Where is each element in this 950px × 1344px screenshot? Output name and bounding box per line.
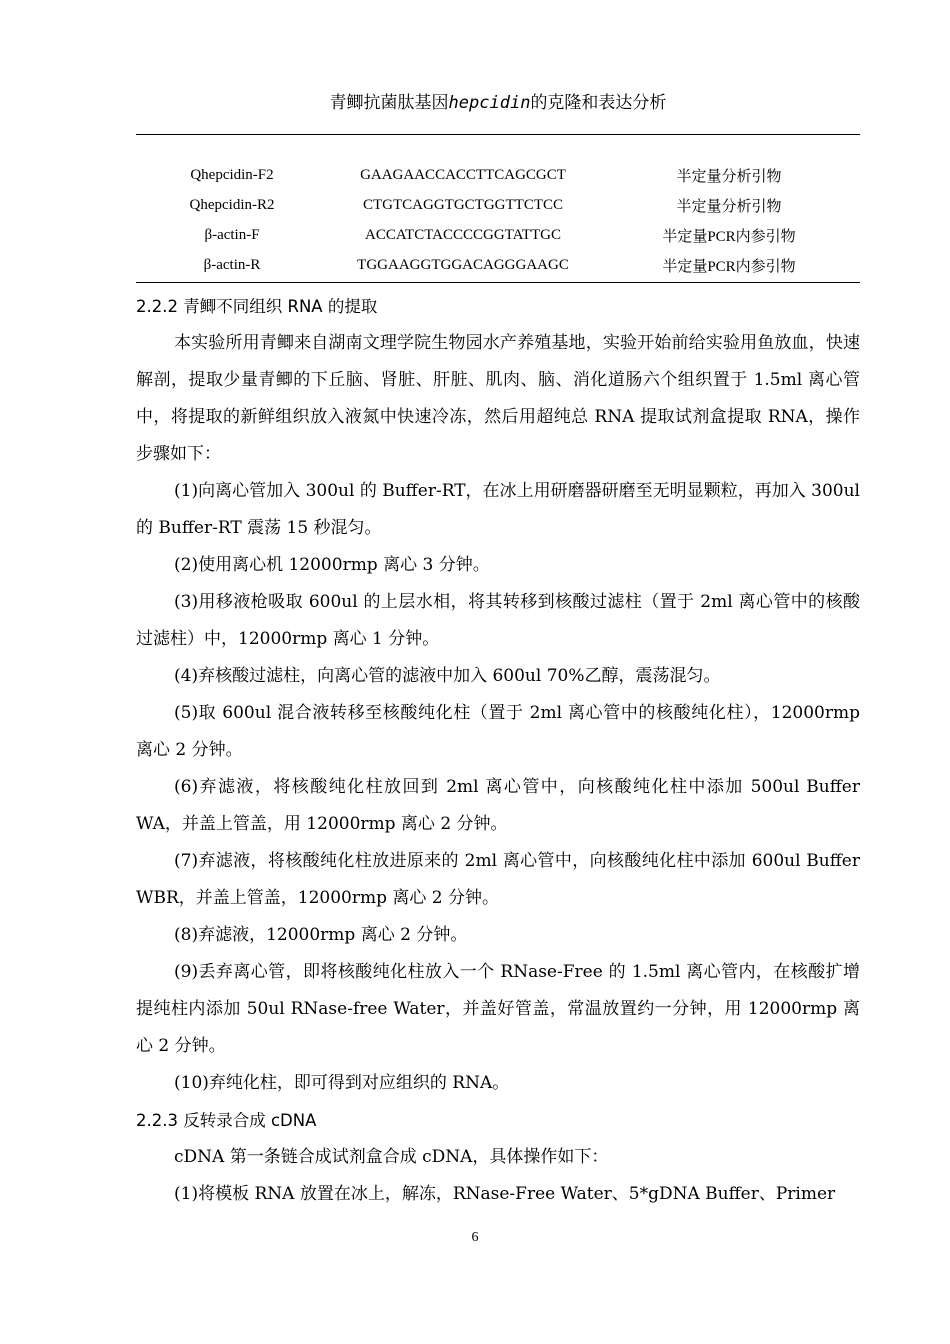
primer-sequence: TGGAAGGTGGACAGGGAAGC xyxy=(357,256,569,273)
primer-sequence: ACCATCTACCCCGGTATTGC xyxy=(365,226,561,243)
header-title-part1: 青鲫抗菌肽基因 xyxy=(329,93,449,113)
step-paragraph: (10)弃纯化柱，即可得到对应组织的 RNA。 xyxy=(174,1073,510,1093)
primer-table xyxy=(136,160,860,280)
table-row xyxy=(136,220,860,250)
primer-use: 半定量PCR内参引物 xyxy=(662,258,796,275)
step-paragraph: (8)弃滤液，12000rmp 离心 2 分钟。 xyxy=(174,925,468,945)
step-paragraph: (2)使用离心机 12000rmp 离心 3 分钟。 xyxy=(174,555,490,575)
page-number: 6 xyxy=(471,1230,479,1245)
table-row xyxy=(136,190,860,220)
cdna-step-paragraph: (1)将模板 RNA 放置在冰上，解冻，RNase-Free Water、5*gDNA Buffer、Primer xyxy=(174,1184,836,1204)
primer-use: 半定量分析引物 xyxy=(676,168,782,185)
header-title-part2: 的克隆和表达分析 xyxy=(530,93,667,113)
step-paragraph: (6)弃滤液，将核酸纯化柱放回到 2ml 离心管中，向核酸纯化柱中添加 500ul Buffer WA，并盖上管盖，用 12000rmp 离心 2 分钟。 xyxy=(136,777,860,834)
step-paragraph: (7)弃滤液，将核酸纯化柱放进原来的 2ml 离心管中，向核酸纯化柱中添加 600ul Buffer WBR，并盖上管盖，12000rmp 离心 2 分钟。 xyxy=(136,851,860,908)
primer-name: β-actin-R xyxy=(203,256,261,273)
cdna-intro-paragraph: cDNA 第一条链合成试剂盒合成 cDNA，具体操作如下： xyxy=(174,1147,609,1167)
running-header xyxy=(136,90,860,116)
primer-sequence: CTGTCAGGTGCTGGTTCTCC xyxy=(363,196,563,213)
step-paragraph: (4)弃核酸过滤柱，向离心管的滤液中加入 600ul 70%乙醇，震荡混匀。 xyxy=(174,666,721,686)
table-row xyxy=(136,250,860,280)
header-rule xyxy=(136,134,860,135)
table-row xyxy=(136,160,860,190)
primer-name: Qhepcidin-R2 xyxy=(189,196,275,213)
primer-use: 半定量PCR内参引物 xyxy=(662,228,796,245)
table-bottom-rule xyxy=(136,282,860,283)
primer-name: β-actin-F xyxy=(204,226,260,243)
intro-paragraph: 本实验所用青鲫来自湖南文理学院生物园水产养殖基地，实验开始前给实验用鱼放血，快速解剖，提取少量青鲫的下丘脑、肾脏、肝脏、肌肉、脑、消化道肠六个组织置于 1.5ml 离心管中，将提取的新鲜组织放入液氮中快速冷冻，然后用超纯总 RNA 提取试剂盒提取 RNA，操作步骤如下： xyxy=(136,333,860,464)
header-gene-name: hepcidin xyxy=(448,93,531,113)
step-paragraph: (5)取 600ul 混合液转移至核酸纯化柱（置于 2ml 离心管中的核酸纯化柱），12000rmp 离心 2 分钟。 xyxy=(136,703,860,760)
primer-use: 半定量分析引物 xyxy=(676,198,782,215)
step-paragraph: (9)丢弃离心管，即将核酸纯化柱放入一个 RNase-Free 的 1.5ml 离心管内，在核酸扩增提纯柱内添加 50ul RNase-free Water，并盖好管盖，常温放置约一分钟，用 12000rmp 离心 2 分钟。 xyxy=(136,962,860,1056)
body-text xyxy=(136,288,860,1213)
section-heading-2-2-2: 2.2.2 青鲫不同组织 RNA 的提取 xyxy=(136,297,378,316)
step-paragraph: (3)用移液枪吸取 600ul 的上层水相，将其转移到核酸过滤柱（置于 2ml 离心管中的核酸过滤柱）中，12000rmp 离心 1 分钟。 xyxy=(136,592,860,649)
primer-sequence: GAAGAACCACCTTCAGCGCT xyxy=(360,166,566,183)
section-heading-2-2-3: 2.2.3 反转录合成 cDNA xyxy=(136,1111,317,1130)
step-paragraph: (1)向离心管加入 300ul 的 Buffer-RT，在冰上用研磨器研磨至无明显颗粒，再加入 300ul 的 Buffer-RT 震荡 15 秒混匀。 xyxy=(136,481,860,538)
primer-name: Qhepcidin-F2 xyxy=(190,166,274,183)
